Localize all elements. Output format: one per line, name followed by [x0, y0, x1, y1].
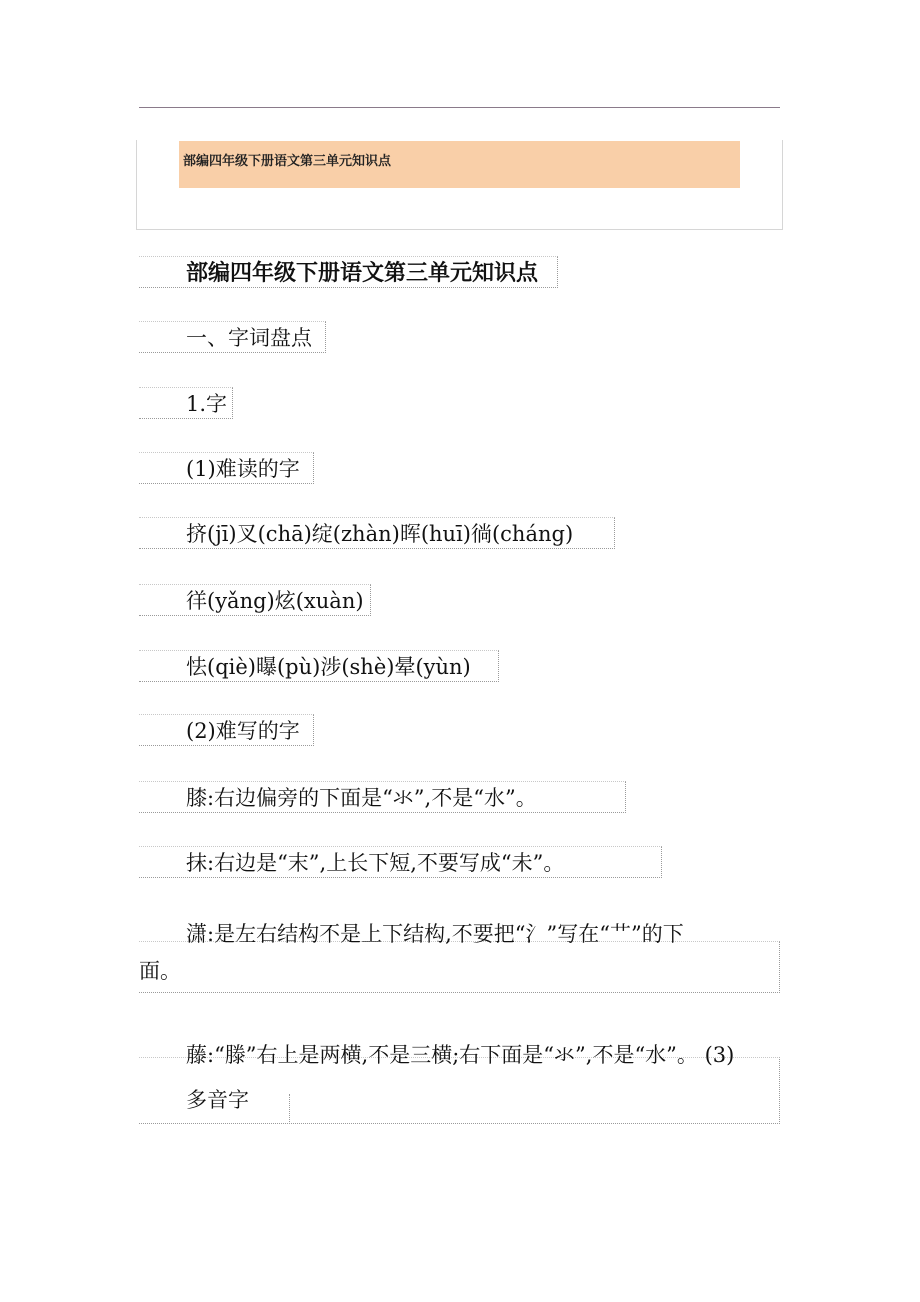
text-line — [139, 781, 626, 813]
subheading-hard-to-write: (2)难写的字 — [186, 719, 300, 743]
subheading-line — [139, 387, 233, 419]
subheading-line — [139, 452, 314, 484]
text-line — [139, 846, 662, 878]
text-line — [139, 517, 615, 549]
hard-to-write-item-1: 膝:右边偏旁的下面是“氺”,不是“水”。 — [186, 786, 537, 810]
document-title-line — [139, 256, 558, 288]
top-rule — [139, 107, 780, 108]
hard-to-write-item-4-line-2: 多音字 — [186, 1088, 249, 1112]
subheading-hard-to-read: (1)难读的字 — [186, 457, 300, 481]
hard-to-read-list-1: 挤(jī)叉(chā)绽(zhàn)晖(huī)徜(cháng) — [186, 522, 574, 546]
hard-to-write-item-3-line-2: 面。 — [139, 959, 181, 983]
section-heading: 一、字词盘点 — [186, 326, 312, 350]
hard-to-read-list-2: 徉(yǎng)炫(xuàn) — [186, 589, 364, 613]
document-title: 部编四年级下册语文第三单元知识点 — [186, 260, 539, 286]
text-line — [139, 650, 499, 682]
subheading-characters: 1.字 — [186, 392, 228, 416]
section-heading-line — [139, 321, 326, 353]
header-banner-text: 部编四年级下册语文第三单元知识点 — [183, 154, 392, 169]
text-block-box — [139, 1094, 290, 1124]
text-line — [139, 584, 371, 616]
subheading-line — [139, 714, 314, 746]
hard-to-write-item-4-line-1: 藤:“滕”右上是两横,不是三横;右下面是“氺”,不是“水”。 (3) — [186, 1043, 735, 1067]
hard-to-read-list-3: 怯(qiè)曝(pù)涉(shè)晕(yùn) — [186, 655, 471, 679]
hard-to-write-item-2: 抹:右边是“末”,上长下短,不要写成“未”。 — [186, 851, 565, 875]
hard-to-write-item-3-line-1: 潇:是左右结构不是上下结构,不要把“氵”写在“艹”的下 — [186, 922, 684, 946]
